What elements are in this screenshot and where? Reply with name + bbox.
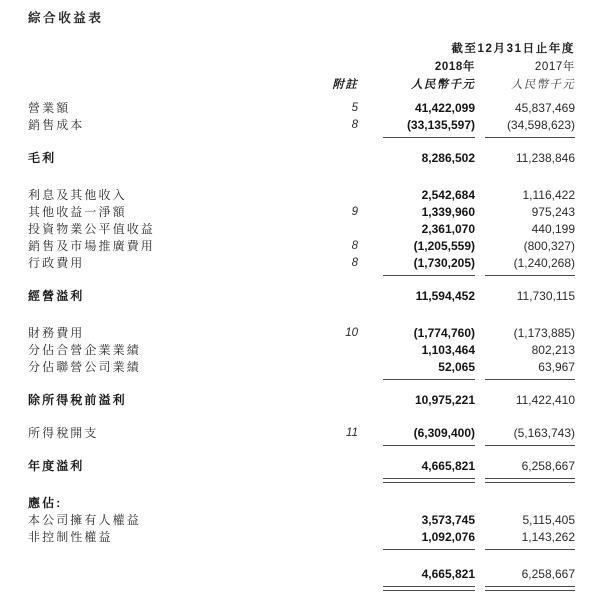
row-value-2017: 6,258,667 [521,567,575,581]
row-value-2018: 4,665,821 [421,567,475,581]
table-row [0,325,600,342]
row-label: 分佔聯營公司業績 [28,360,141,374]
table-row [0,255,600,272]
year-header-2018: 2018年 [434,61,475,73]
row-value-2018: (1,774,760) [413,326,475,340]
rule-2017 [485,478,575,483]
table-row [0,359,600,376]
rule-2018 [383,549,475,550]
rule-2017 [485,549,575,550]
page-title: 綜合收益表 [28,11,104,25]
period-header: 截至12月31日止年度 [451,43,575,55]
table-row [0,288,600,305]
row-value-2018: 2,361,070 [421,222,475,236]
rule-2018 [383,137,475,138]
table-row [0,342,600,359]
row-label: 利息及其他收入 [28,188,127,202]
row-value-2018: 3,573,745 [421,513,475,527]
rule-2018 [383,478,475,483]
row-note: 8 [351,257,358,269]
row-label: 除所得稅前溢利 [28,393,127,407]
currency-unit-header-2017: 人民幣千元 [511,79,575,91]
row-value-2017: 1,116,422 [522,188,575,202]
row-label: 所得稅開支 [28,426,99,440]
currency-unit-header-2018: 人民幣千元 [411,79,475,91]
row-label: 分佔合營企業業績 [28,343,141,357]
table-row [0,221,600,238]
row-value-2018: (33,135,597) [406,118,475,132]
rule-2017 [485,379,575,380]
table-row [0,204,600,221]
row-label: 其他收益一淨額 [28,205,127,219]
row-value-2018: (1,205,559) [413,239,475,253]
rule-2018 [383,379,475,380]
table-row [0,529,600,546]
table-row [0,425,600,442]
rule-2018 [383,445,475,446]
table-row [0,187,600,204]
row-value-2017: 11,238,846 [515,151,575,165]
rule-2017 [485,275,575,276]
table-row [0,495,600,512]
note-column-header: 附註 [332,79,358,91]
rule-2017 [485,586,575,591]
row-value-2017: (5,163,743) [513,426,575,440]
row-label: 本公司擁有人權益 [28,513,141,527]
row-value-2018: 10,975,221 [414,393,475,407]
table-row [0,238,600,255]
row-value-2018: 8,286,502 [421,151,475,165]
row-value-2017: (1,173,885) [513,326,575,340]
table-row [0,150,600,167]
row-value-2017: 440,199 [531,222,575,236]
rule-2018 [383,586,475,591]
column-header-block [0,40,600,96]
row-value-2017: 11,422,410 [515,393,575,407]
row-note: 5 [351,102,358,114]
row-note: 11 [346,427,358,439]
table-row [0,512,600,529]
row-value-2018: 2,542,684 [421,188,475,202]
table-row [0,117,600,134]
rule-2017 [485,137,575,138]
row-note: 9 [351,206,358,218]
row-note: 8 [351,119,358,131]
row-note: 10 [345,327,358,339]
row-value-2017: 5,115,405 [522,513,575,527]
row-label: 經營溢利 [28,289,85,303]
row-label: 毛利 [28,151,57,165]
row-value-2017: 6,258,667 [521,459,575,473]
row-label: 銷售及市場推廣費用 [28,239,155,253]
row-value-2017: 45,837,469 [514,101,575,115]
row-value-2018: 1,339,960 [421,205,475,219]
row-value-2018: 11,594,452 [415,289,475,303]
row-value-2017: (800,327) [523,239,575,253]
row-label: 年度溢利 [28,459,85,473]
row-value-2017: 975,243 [531,205,575,219]
row-value-2017: 63,967 [538,360,575,374]
row-value-2018: 1,092,076 [421,530,475,544]
table-row [0,458,600,475]
table-row [0,566,600,583]
statement-body [0,100,600,583]
row-label: 非控制性權益 [28,530,113,544]
row-value-2017: (34,598,623) [506,118,575,132]
row-label: 行政費用 [28,256,85,270]
row-value-2018: 41,422,099 [414,101,475,115]
row-value-2018: 52,065 [438,360,475,374]
row-value-2018: 4,665,821 [421,459,475,473]
year-header-2017: 2017年 [534,61,575,73]
table-row [0,392,600,409]
row-label: 應佔: [28,496,63,510]
row-label: 銷售成本 [28,118,85,132]
row-value-2017: 11,730,115 [516,289,575,303]
row-value-2018: 1,103,464 [421,343,475,357]
row-value-2017: (1,240,268) [513,256,575,270]
table-row [0,100,600,117]
row-value-2017: 802,213 [531,343,575,357]
row-value-2018: (1,730,205) [413,256,475,270]
row-label: 投資物業公平值收益 [28,222,155,236]
row-value-2017: 1,143,262 [521,530,575,544]
rule-2017 [485,445,575,446]
row-value-2018: (6,309,400) [413,426,475,440]
row-label: 財務費用 [28,326,85,340]
row-note: 8 [351,240,358,252]
rule-2018 [383,275,475,276]
row-label: 營業額 [28,101,71,115]
